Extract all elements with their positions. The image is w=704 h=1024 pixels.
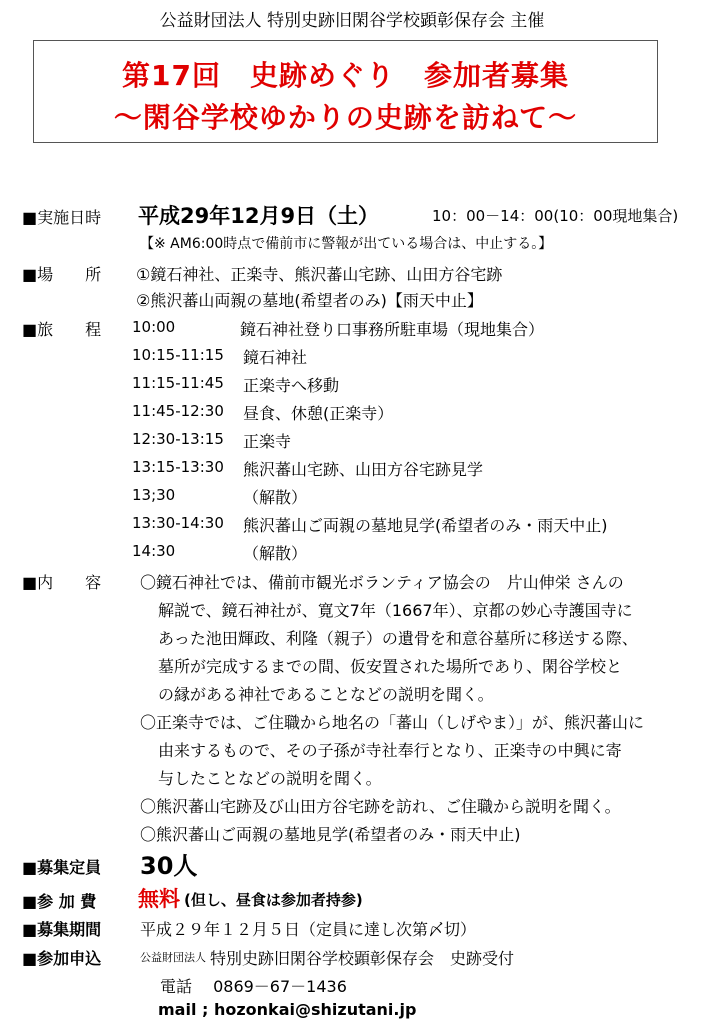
content-line: 与したことなどの説明を聞く。 — [158, 769, 382, 788]
content-line: 墓所が完成するまでの間、仮安置された場所であり、閑谷学校と — [158, 657, 623, 676]
period-value: 平成２９年１２月５日（定員に達し次第〆切） — [140, 920, 477, 939]
content-line: あった池田輝政、利隆（親子）の遺骨を和意谷墓所に移送する際、 — [158, 629, 638, 648]
itinerary-desc: 鏡石神社登り口事務所駐車場（現地集合） — [240, 320, 545, 339]
period-label: ■募集期間 — [22, 920, 102, 939]
title-box — [33, 40, 658, 143]
apply-phone: 電話 0869－67－1436 — [160, 977, 347, 996]
content-line: の縁がある神社であることなどの説明を聞く。 — [158, 685, 494, 704]
content-line: 解説で、鏡石神社が、寛文7年（1667年）、京都の妙心寺護国寺に — [158, 601, 633, 620]
fee-note: (但し、昼食は参加者持参) — [184, 891, 363, 909]
itinerary-desc: 鏡石神社 — [243, 348, 308, 367]
itinerary-desc: 正楽寺へ移動 — [243, 376, 340, 395]
date-main: 平成29年12月9日（土） — [138, 204, 380, 228]
itinerary-time: 11:15-11:45 — [132, 374, 224, 392]
itinerary-time: 14:30 — [132, 542, 176, 560]
itinerary-time: 13;30 — [132, 486, 176, 504]
itinerary-desc: 正楽寺 — [243, 432, 292, 451]
fee-value: 無料 — [138, 887, 180, 911]
date-label: ■実施日時 — [22, 208, 102, 227]
content-line: 〇正楽寺では、ご住職から地名の「蕃山（しげやま）」が、熊沢蕃山に — [140, 713, 645, 732]
content-line: 〇熊沢蕃山ご両親の墓地見学(希望者のみ・雨天中止) — [140, 825, 521, 844]
organizer-line: 公益財団法人 特別史跡旧閑谷学校顕彰保存会 主催 — [159, 11, 545, 31]
itinerary-desc: （解散） — [243, 488, 308, 507]
itinerary-time: 11:45-12:30 — [132, 402, 224, 420]
itinerary-time: 10:00 — [132, 318, 176, 336]
date-time: 10：00－14：00(10：00現地集合) — [432, 207, 679, 225]
itinerary-time: 13:30-14:30 — [132, 514, 224, 532]
itinerary-desc: 昼食、休憩(正楽寺） — [243, 404, 394, 423]
itinerary-time: 10:15-11:15 — [132, 346, 224, 364]
apply-label: ■参加申込 — [22, 949, 102, 968]
place-line-1: ①鏡石神社、正楽寺、熊沢蕃山宅跡、山田方谷宅跡 — [136, 265, 503, 284]
content-label: ■内 容 — [22, 573, 102, 592]
content-line: 〇熊沢蕃山宅跡及び山田方谷宅跡を訪れ、ご住職から説明を聞く。 — [140, 797, 621, 816]
itinerary-time: 13:15-13:30 — [132, 458, 224, 476]
place-line-2: ②熊沢蕃山両親の墓地(希望者のみ)【雨天中止】 — [136, 291, 483, 310]
content-line: 由来するもので、その子孫が寺社奉行となり、正楽寺の中興に寄 — [158, 741, 622, 760]
apply-org-prefix: 公益財団法人 — [140, 951, 206, 964]
date-note: 【※ AM6:00時点で備前市に警報が出ている場合は、中止する。】 — [140, 236, 553, 252]
title-line-2: ～閑谷学校ゆかりの史跡を訪ねて～ — [113, 101, 578, 134]
capacity-label: ■募集定員 — [22, 858, 102, 877]
content-line: 〇鏡石神社では、備前市観光ボランティア協会の 片山伸栄 さんの — [140, 573, 624, 592]
fee-label: ■参 加 費 — [22, 892, 97, 911]
itinerary-time: 12:30-13:15 — [132, 430, 224, 448]
itinerary-desc: 熊沢蕃山宅跡、山田方谷宅跡見学 — [243, 460, 484, 479]
place-label: ■場 所 — [22, 265, 102, 284]
title-line-1: 第17回 史跡めぐり 参加者募集 — [122, 59, 569, 92]
itinerary-desc: （解散） — [243, 544, 308, 563]
apply-mail: mail ; hozonkai@shizutani.jp — [158, 1000, 417, 1019]
capacity-value: 30人 — [140, 852, 198, 880]
apply-org: 特別史跡旧閑谷学校顕彰保存会 史跡受付 — [210, 949, 515, 968]
itinerary-label: ■旅 程 — [22, 320, 102, 339]
itinerary-desc: 熊沢蕃山ご両親の墓地見学(希望者のみ・雨天中止) — [243, 516, 608, 535]
